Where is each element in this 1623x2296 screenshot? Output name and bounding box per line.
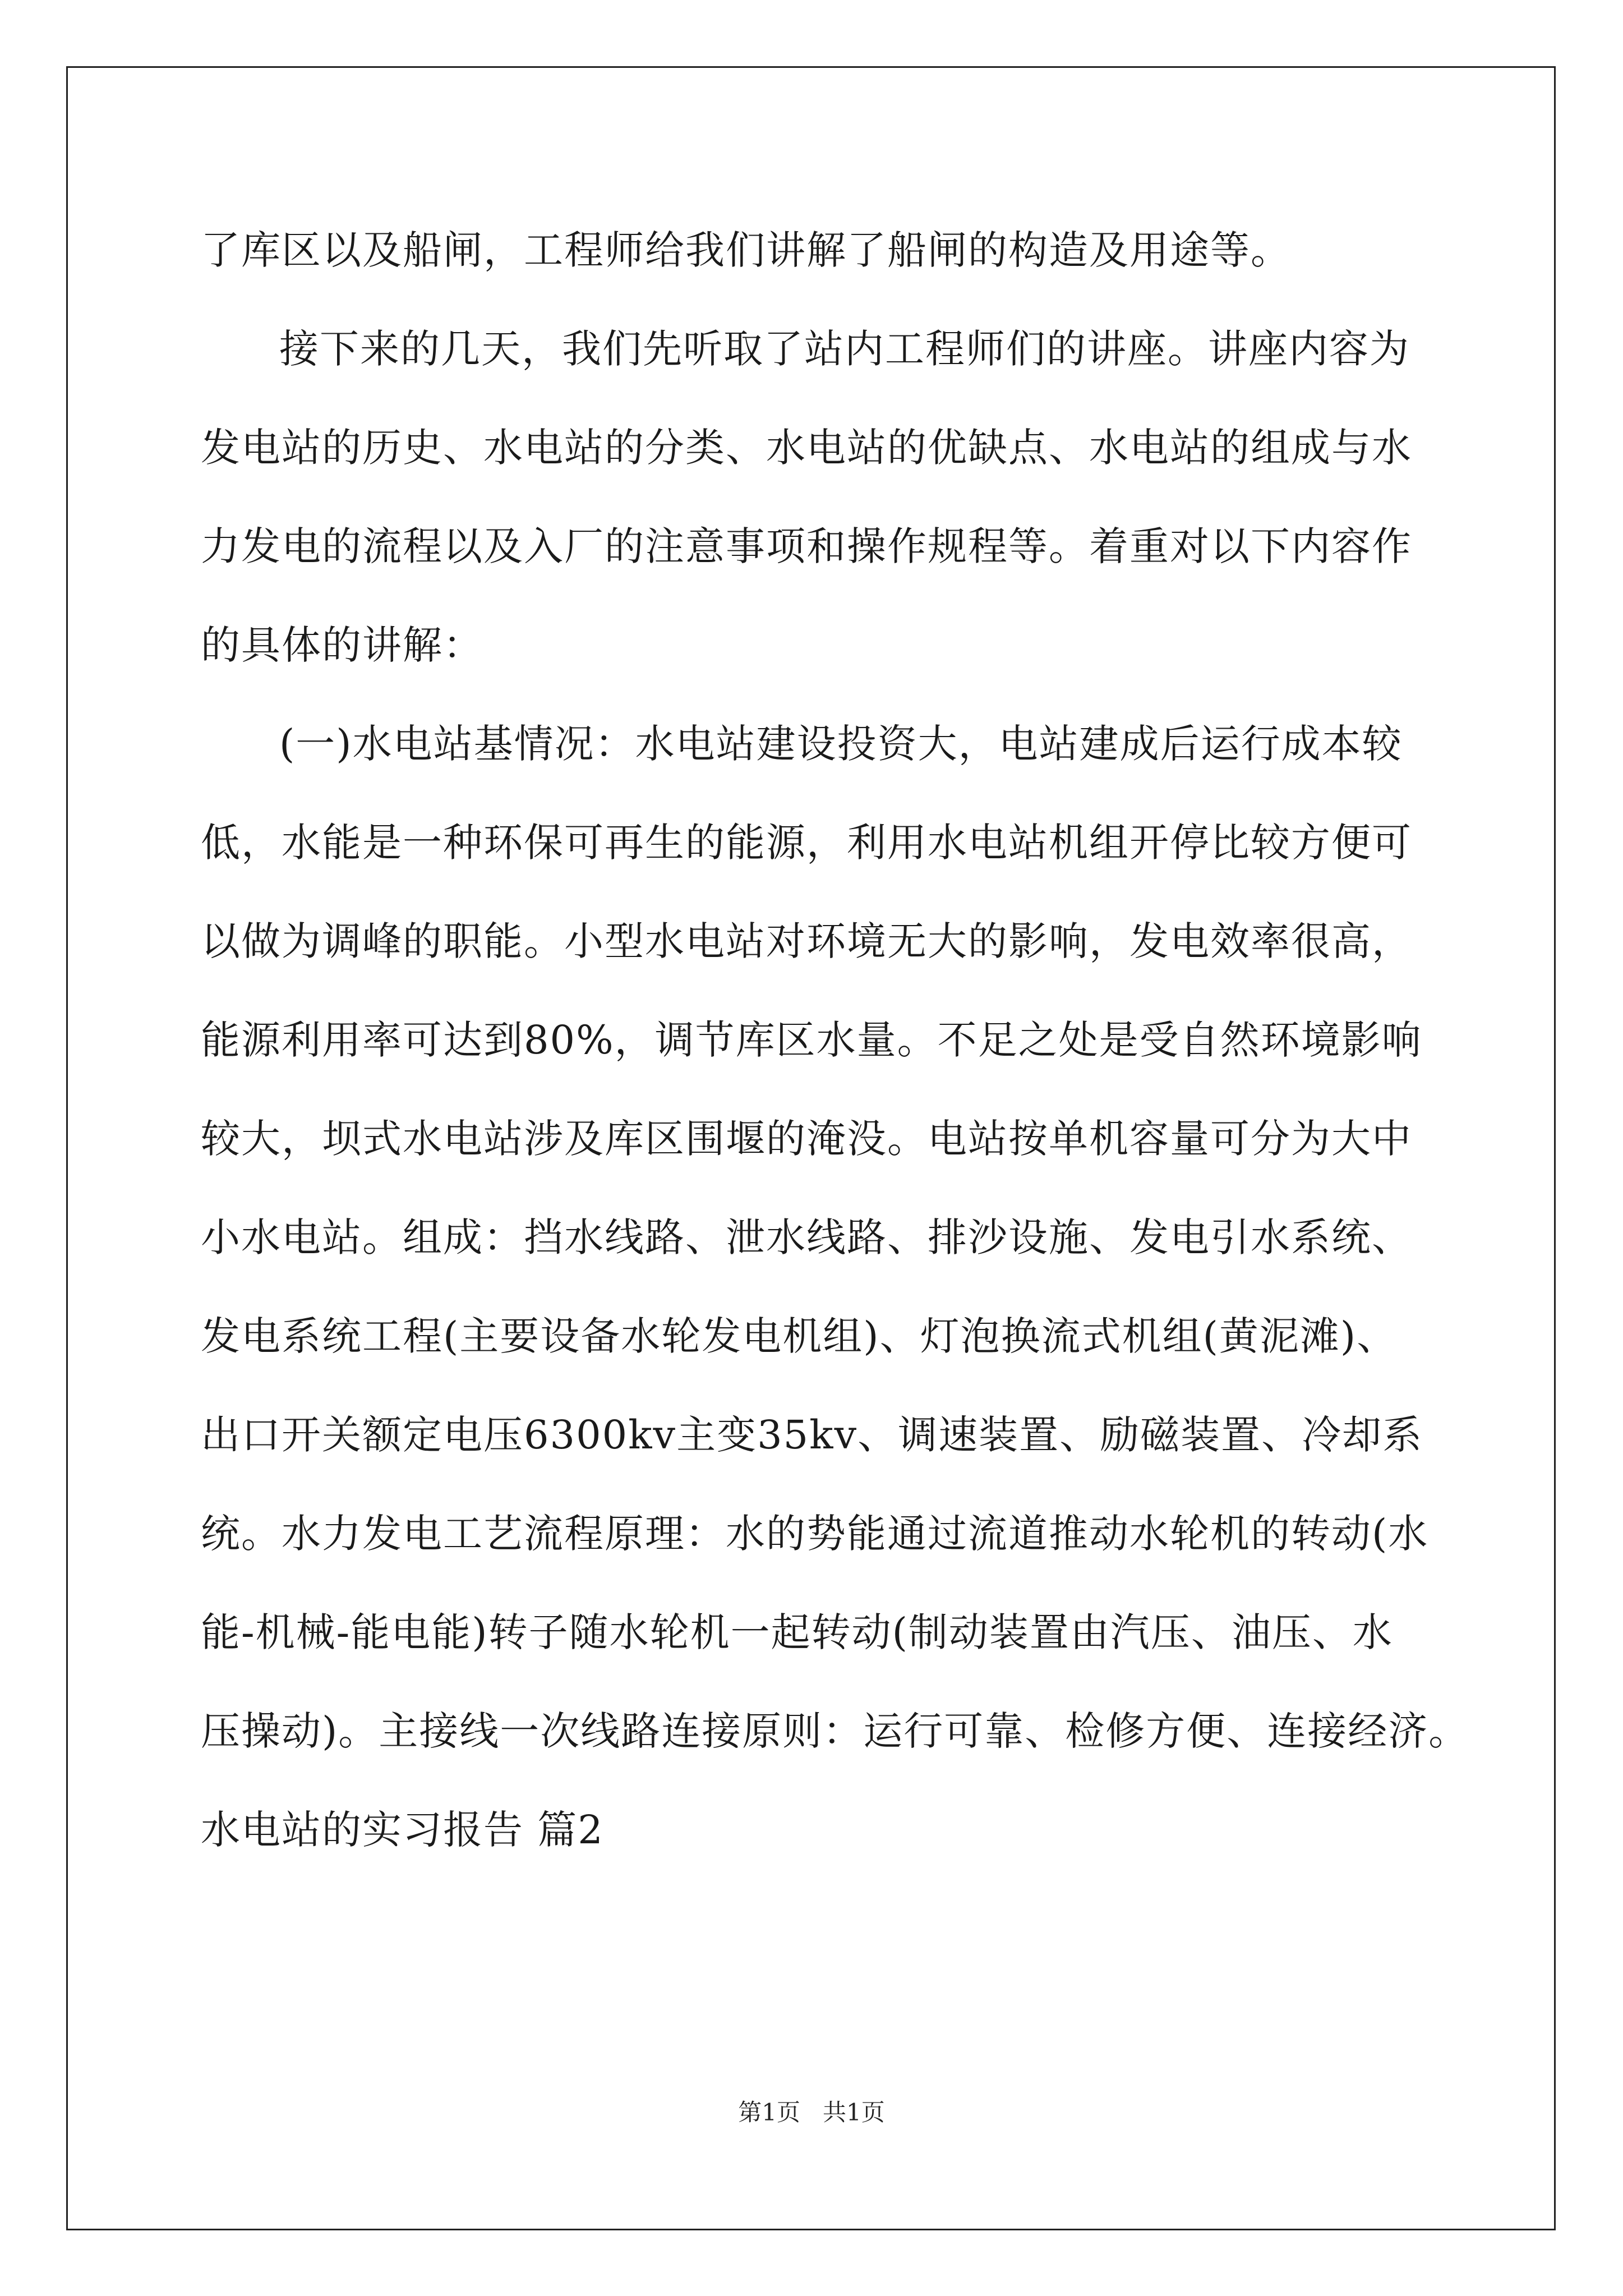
text-line: 能源利用率可达到80%，调节库区水量。不足之处是受自然环境影响 — [201, 1017, 1422, 1063]
document-body — [201, 201, 1469, 1879]
text-line: 小水电站。组成：挡水线路、泄水线路、排沙设施、发电引水系统、 — [201, 1214, 1412, 1260]
text-line: 发电站的历史、水电站的分类、水电站的优缺点、水电站的组成与水 — [201, 425, 1412, 471]
text-line: 了库区以及船闸，工程师给我们讲解了船闸的构造及用途等。 — [201, 227, 1291, 273]
page-number-total: 共1页 — [823, 2099, 885, 2126]
page-footer — [0, 2096, 1623, 2129]
text-line: 较大，坝式水电站涉及库区围堰的淹没。电站按单机容量可分为大中 — [201, 1116, 1412, 1162]
text-line: 出口开关额定电压6300kv主变35kv、调速装置、励磁装置、冷却系 — [201, 1412, 1423, 1458]
text-line: 的具体的讲解： — [201, 622, 483, 668]
text-line: 发电系统工程(主要设备水轮发电机组)、灯泡换流式机组(黄泥滩)、 — [201, 1313, 1398, 1359]
page-number-current: 第1页 — [738, 2099, 800, 2126]
text-line: 压操动)。主接线一次线路连接原则：运行可靠、检修方便、连接经济。 — [201, 1708, 1469, 1754]
text-line: 统。水力发电工艺流程原理：水的势能通过流道推动水轮机的转动(水 — [201, 1511, 1429, 1557]
paragraph-start-line: (一)水电站基情况：水电站建设投资大，电站建成后运行成本较 — [279, 721, 1403, 767]
text-line: 力发电的流程以及入厂的注意事项和操作规程等。着重对以下内容作 — [201, 523, 1412, 569]
text-line: 以做为调峰的职能。小型水电站对环境无大的影响，发电效率很高， — [201, 918, 1412, 964]
text-line: 能-机械-能电能)转子随水轮机一起转动(制动装置由汽压、油压、水 — [201, 1609, 1393, 1655]
section-heading: 水电站的实习报告 篇2 — [201, 1807, 604, 1853]
paragraph-start-line: 接下来的几天，我们先听取了站内工程师们的讲座。讲座内容为 — [279, 326, 1410, 372]
text-line: 低，水能是一种环保可再生的能源，利用水电站机组开停比较方便可 — [201, 820, 1412, 866]
